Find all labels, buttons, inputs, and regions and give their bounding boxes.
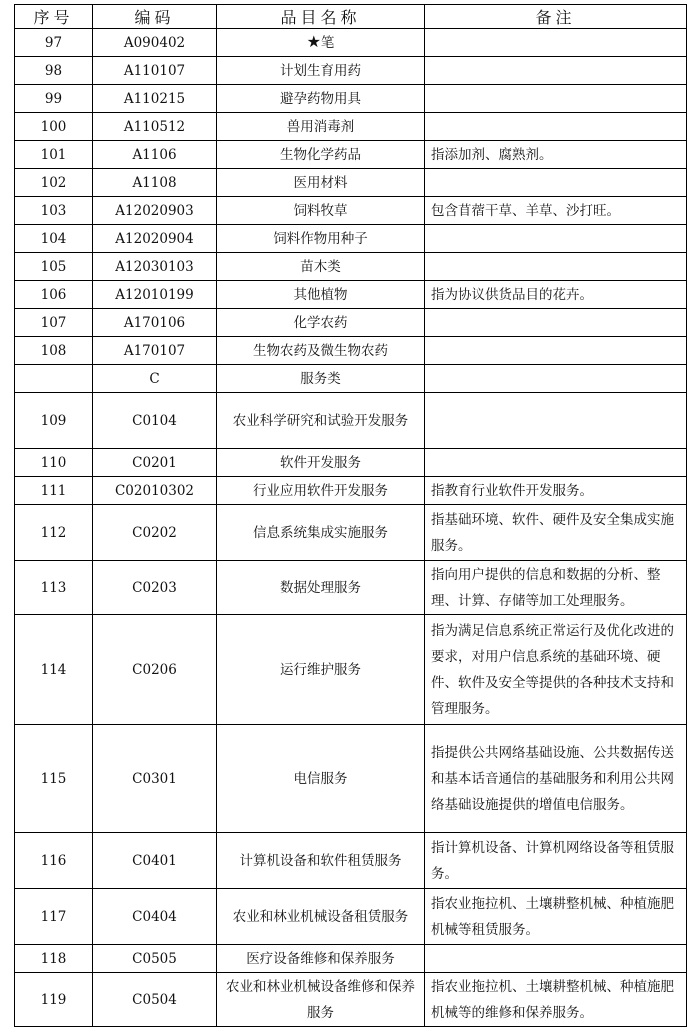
seq-cell: 110 — [15, 449, 93, 477]
name-cell — [217, 29, 425, 57]
name-cell: 其他植物 — [217, 281, 425, 309]
seq-cell: 105 — [15, 253, 93, 281]
name-cell: 医疗设备维修和保养服务 — [217, 945, 425, 973]
name-cell: 农业科学研究和试验开发服务 — [217, 393, 425, 449]
note-cell: 指计算机设备、计算机网络设备等租赁服务。 — [425, 833, 687, 889]
code-cell: A110107 — [93, 57, 217, 85]
name-cell: 计算机设备和软件租赁服务 — [217, 833, 425, 889]
table-row — [15, 225, 687, 253]
table-row — [15, 281, 687, 309]
star-icon: ★ — [306, 32, 321, 51]
name-cell: 农业和林业机械设备维修和保养服务 — [217, 973, 425, 1027]
table-row — [15, 365, 687, 393]
table-row — [15, 477, 687, 505]
seq-cell: 114 — [15, 615, 93, 725]
note-cell — [425, 365, 687, 393]
item-name: 笔 — [320, 35, 335, 51]
seq-cell: 109 — [15, 393, 93, 449]
header-code: 编码 — [93, 5, 217, 29]
seq-cell: 119 — [15, 973, 93, 1027]
table-row — [15, 57, 687, 85]
code-cell: A110512 — [93, 113, 217, 141]
code-cell: A110215 — [93, 85, 217, 113]
code-cell: A090402 — [93, 29, 217, 57]
table-row — [15, 393, 687, 449]
header-name: 品目名称 — [217, 5, 425, 29]
name-cell: 运行维护服务 — [217, 615, 425, 725]
table-row — [15, 889, 687, 945]
table-row — [15, 561, 687, 615]
code-cell: C0206 — [93, 615, 217, 725]
seq-cell: 97 — [15, 29, 93, 57]
table-row — [15, 973, 687, 1027]
seq-cell — [15, 365, 93, 393]
name-cell: 兽用消毒剂 — [217, 113, 425, 141]
code-cell: A12020904 — [93, 225, 217, 253]
table-row — [15, 113, 687, 141]
seq-cell: 99 — [15, 85, 93, 113]
note-cell — [425, 113, 687, 141]
note-cell — [425, 337, 687, 365]
table-body — [15, 29, 687, 1027]
note-cell: 指添加剂、腐熟剂。 — [425, 141, 687, 169]
note-cell: 指农业拖拉机、土壤耕整机械、种植施肥机械等的维修和保养服务。 — [425, 973, 687, 1027]
table-row — [15, 337, 687, 365]
code-cell: A1106 — [93, 141, 217, 169]
note-cell — [425, 945, 687, 973]
seq-cell: 111 — [15, 477, 93, 505]
seq-cell: 118 — [15, 945, 93, 973]
seq-cell: 106 — [15, 281, 93, 309]
table-row — [15, 309, 687, 337]
table-row — [15, 615, 687, 725]
note-cell — [425, 393, 687, 449]
seq-cell: 117 — [15, 889, 93, 945]
name-cell: 电信服务 — [217, 725, 425, 833]
seq-cell: 116 — [15, 833, 93, 889]
code-cell: C0104 — [93, 393, 217, 449]
code-cell: A12020903 — [93, 197, 217, 225]
header-row — [15, 5, 687, 29]
table-row — [15, 725, 687, 833]
name-cell: 服务类 — [217, 365, 425, 393]
code-cell: C0203 — [93, 561, 217, 615]
code-cell: C0404 — [93, 889, 217, 945]
header-seq: 序号 — [15, 5, 93, 29]
table-row — [15, 29, 687, 57]
name-cell: 化学农药 — [217, 309, 425, 337]
code-cell: C0201 — [93, 449, 217, 477]
code-cell: C0505 — [93, 945, 217, 973]
code-cell: C — [93, 365, 217, 393]
seq-cell: 115 — [15, 725, 93, 833]
seq-cell: 103 — [15, 197, 93, 225]
seq-cell: 108 — [15, 337, 93, 365]
note-cell — [425, 169, 687, 197]
note-cell: 指向用户提供的信息和数据的分析、整理、计算、存储等加工处理服务。 — [425, 561, 687, 615]
catalog-table — [14, 4, 687, 1027]
table-row — [15, 833, 687, 889]
table-row — [15, 85, 687, 113]
note-cell — [425, 225, 687, 253]
code-cell: C0301 — [93, 725, 217, 833]
seq-cell: 112 — [15, 505, 93, 561]
table-row — [15, 505, 687, 561]
table-row — [15, 449, 687, 477]
note-cell — [425, 29, 687, 57]
table-row — [15, 253, 687, 281]
seq-cell: 98 — [15, 57, 93, 85]
note-cell: 指为协议供货品目的花卉。 — [425, 281, 687, 309]
name-cell: 计划生育用药 — [217, 57, 425, 85]
note-cell — [425, 57, 687, 85]
table-row — [15, 141, 687, 169]
header-note: 备注 — [425, 5, 687, 29]
name-cell: 生物化学药品 — [217, 141, 425, 169]
code-cell: A170107 — [93, 337, 217, 365]
code-cell: A12030103 — [93, 253, 217, 281]
code-cell: A170106 — [93, 309, 217, 337]
code-cell: A1108 — [93, 169, 217, 197]
seq-cell: 102 — [15, 169, 93, 197]
name-cell: 饲料作物用种子 — [217, 225, 425, 253]
code-cell: C0504 — [93, 973, 217, 1027]
name-cell: 行业应用软件开发服务 — [217, 477, 425, 505]
name-cell: 农业和林业机械设备租赁服务 — [217, 889, 425, 945]
note-cell: 指提供公共网络基础设施、公共数据传送和基本话音通信的基础服务和利用公共网络基础设施提供的增值电信服务。 — [425, 725, 687, 833]
table-row — [15, 169, 687, 197]
code-cell: C0401 — [93, 833, 217, 889]
note-cell: 指教育行业软件开发服务。 — [425, 477, 687, 505]
note-cell: 指基础环境、软件、硬件及安全集成实施服务。 — [425, 505, 687, 561]
code-cell: C0202 — [93, 505, 217, 561]
seq-cell: 100 — [15, 113, 93, 141]
name-cell: 医用材料 — [217, 169, 425, 197]
note-cell — [425, 253, 687, 281]
name-cell: 饲料牧草 — [217, 197, 425, 225]
seq-cell: 113 — [15, 561, 93, 615]
seq-cell: 107 — [15, 309, 93, 337]
name-cell: 信息系统集成实施服务 — [217, 505, 425, 561]
note-cell: 包含苜蓿干草、羊草、沙打旺。 — [425, 197, 687, 225]
name-cell: 生物农药及微生物农药 — [217, 337, 425, 365]
seq-cell: 104 — [15, 225, 93, 253]
seq-cell: 101 — [15, 141, 93, 169]
name-cell: 数据处理服务 — [217, 561, 425, 615]
code-cell: A12010199 — [93, 281, 217, 309]
name-cell: 苗木类 — [217, 253, 425, 281]
code-cell: C02010302 — [93, 477, 217, 505]
note-cell: 指为满足信息系统正常运行及优化改进的要求，对用户信息系统的基础环境、硬件、软件及安全等提供的各种技术支持和管理服务。 — [425, 615, 687, 725]
note-cell — [425, 85, 687, 113]
note-cell — [425, 449, 687, 477]
name-cell: 软件开发服务 — [217, 449, 425, 477]
note-cell — [425, 309, 687, 337]
name-cell: 避孕药物用具 — [217, 85, 425, 113]
table-row — [15, 197, 687, 225]
note-cell: 指农业拖拉机、土壤耕整机械、种植施肥机械等租赁服务。 — [425, 889, 687, 945]
table-row — [15, 945, 687, 973]
